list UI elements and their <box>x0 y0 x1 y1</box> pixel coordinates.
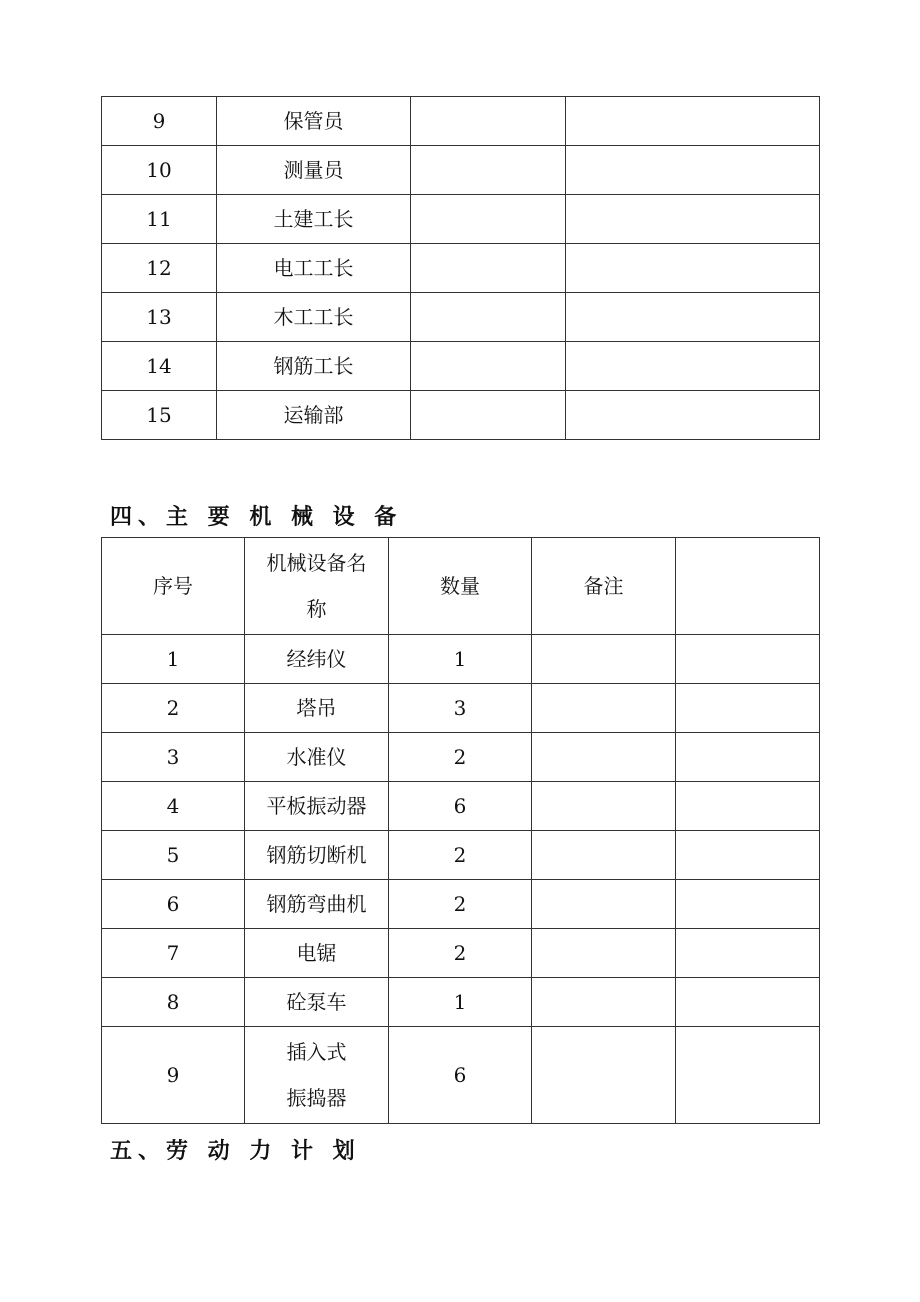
empty-cell <box>532 733 676 782</box>
header-name <box>245 538 389 635</box>
section-heading-equipment: 四、主 要 机 械 设 备 <box>110 505 403 530</box>
empty-cell <box>532 1027 676 1124</box>
header-name-line1: 机械设备名 <box>266 551 367 575</box>
staff-role: 土建工长 <box>217 195 411 244</box>
empty-cell <box>411 195 566 244</box>
equip-no: 2 <box>102 684 245 733</box>
empty-cell <box>676 782 820 831</box>
equip-qty: 2 <box>389 733 532 782</box>
empty-cell <box>676 635 820 684</box>
table-row <box>102 244 820 293</box>
empty-cell <box>411 342 566 391</box>
empty-cell <box>676 538 820 635</box>
staff-role: 电工工长 <box>217 244 411 293</box>
equip-no: 9 <box>102 1027 245 1124</box>
table-row <box>102 684 820 733</box>
equip-no: 3 <box>102 733 245 782</box>
equip-name: 钢筋切断机 <box>245 831 389 880</box>
empty-cell <box>676 684 820 733</box>
empty-cell <box>566 244 820 293</box>
equip-name: 塔吊 <box>245 684 389 733</box>
equip-qty: 6 <box>389 1027 532 1124</box>
table-row <box>102 831 820 880</box>
staff-role: 运输部 <box>217 391 411 440</box>
staff-no: 14 <box>102 342 217 391</box>
empty-cell <box>411 97 566 146</box>
staff-no: 12 <box>102 244 217 293</box>
staff-role: 钢筋工长 <box>217 342 411 391</box>
table-row <box>102 342 820 391</box>
equip-qty: 2 <box>389 929 532 978</box>
equip-no: 1 <box>102 635 245 684</box>
staff-no: 10 <box>102 146 217 195</box>
staff-no: 15 <box>102 391 217 440</box>
equip-no: 8 <box>102 978 245 1027</box>
empty-cell <box>532 635 676 684</box>
empty-cell <box>532 880 676 929</box>
table-row <box>102 733 820 782</box>
empty-cell <box>676 880 820 929</box>
table-row <box>102 391 820 440</box>
empty-cell <box>676 831 820 880</box>
table-row <box>102 146 820 195</box>
empty-cell <box>532 831 676 880</box>
equip-name: 砼泵车 <box>245 978 389 1027</box>
empty-cell <box>676 733 820 782</box>
empty-cell <box>676 1027 820 1124</box>
table-row <box>102 978 820 1027</box>
equip-name-line1: 插入式 <box>286 1040 347 1064</box>
header-no: 序号 <box>102 538 245 635</box>
staff-role: 保管员 <box>217 97 411 146</box>
table-row <box>102 97 820 146</box>
equip-name <box>245 1027 389 1124</box>
table-row <box>102 635 820 684</box>
equip-qty: 2 <box>389 880 532 929</box>
empty-cell <box>411 244 566 293</box>
empty-cell <box>566 146 820 195</box>
empty-cell <box>411 391 566 440</box>
empty-cell <box>566 391 820 440</box>
staff-table <box>101 96 820 440</box>
table-row <box>102 293 820 342</box>
empty-cell <box>532 929 676 978</box>
empty-cell <box>411 293 566 342</box>
staff-role: 测量员 <box>217 146 411 195</box>
empty-cell <box>566 195 820 244</box>
table-row <box>102 195 820 244</box>
equip-name: 经纬仪 <box>245 635 389 684</box>
equipment-table <box>101 537 820 1124</box>
table-row <box>102 1027 820 1124</box>
equip-name-line2: 振捣器 <box>286 1086 347 1110</box>
equip-name: 水准仪 <box>245 733 389 782</box>
staff-no: 13 <box>102 293 217 342</box>
header-remark: 备注 <box>532 538 676 635</box>
staff-role: 木工工长 <box>217 293 411 342</box>
equip-name: 钢筋弯曲机 <box>245 880 389 929</box>
equip-name: 电锯 <box>245 929 389 978</box>
empty-cell <box>532 978 676 1027</box>
equip-no: 6 <box>102 880 245 929</box>
empty-cell <box>676 978 820 1027</box>
empty-cell <box>566 293 820 342</box>
section-heading-labor-plan: 五、劳 动 力 计 划 <box>110 1139 361 1164</box>
equip-name: 平板振动器 <box>245 782 389 831</box>
empty-cell <box>566 97 820 146</box>
staff-no: 11 <box>102 195 217 244</box>
empty-cell <box>676 929 820 978</box>
equip-no: 5 <box>102 831 245 880</box>
table-row <box>102 929 820 978</box>
equip-qty: 1 <box>389 635 532 684</box>
equip-qty: 2 <box>389 831 532 880</box>
equip-qty: 6 <box>389 782 532 831</box>
equip-no: 4 <box>102 782 245 831</box>
table-header-row <box>102 538 820 635</box>
empty-cell <box>532 684 676 733</box>
equip-qty: 1 <box>389 978 532 1027</box>
empty-cell <box>411 146 566 195</box>
empty-cell <box>566 342 820 391</box>
header-qty: 数量 <box>389 538 532 635</box>
empty-cell <box>532 782 676 831</box>
staff-no: 9 <box>102 97 217 146</box>
equip-no: 7 <box>102 929 245 978</box>
table-row <box>102 880 820 929</box>
header-name-line2: 称 <box>306 597 327 621</box>
table-row <box>102 782 820 831</box>
equip-qty: 3 <box>389 684 532 733</box>
